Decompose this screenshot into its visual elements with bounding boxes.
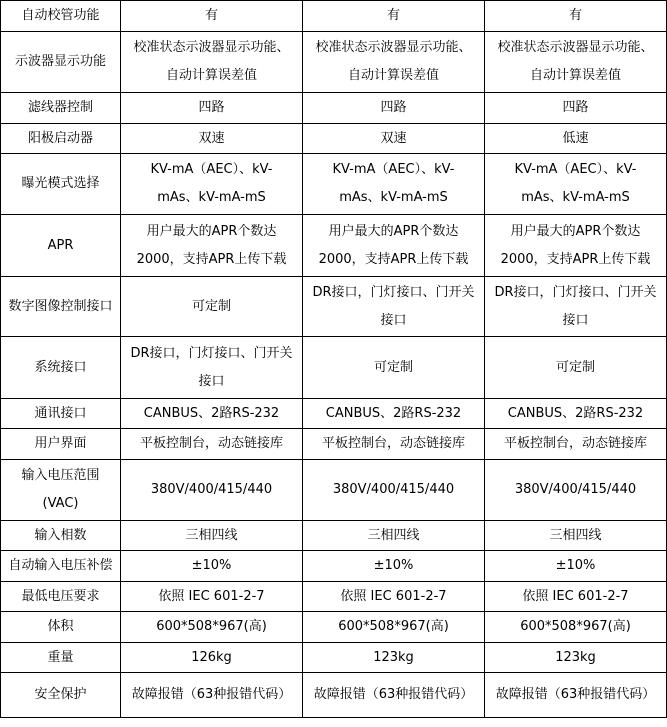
spec-cell-text: CANBUS、2路RS-232 xyxy=(325,405,462,421)
spec-cell-text: mAs、kV-mA-mS xyxy=(157,190,266,205)
row-label-text: 自动输入电压补偿 xyxy=(8,558,113,573)
spec-cell-model-1 xyxy=(121,337,303,399)
spec-row xyxy=(1,643,667,673)
spec-cell-text: 双速 xyxy=(198,130,225,146)
spec-cell-model-2 xyxy=(303,551,485,582)
spec-cell-text: 四路 xyxy=(380,100,407,115)
spec-cell-text: 可定制 xyxy=(373,359,413,375)
spec-cell-text: KV-mA（AEC）、kV- xyxy=(332,162,455,177)
spec-cell-text: 校准状态示波器显示功能、 xyxy=(315,40,472,55)
spec-cell-model-1 xyxy=(121,429,303,460)
spec-cell-model-2 xyxy=(303,215,485,277)
spec-cell-text: 四路 xyxy=(198,100,225,115)
spec-cell-text: 600*508*967(高) xyxy=(156,619,267,634)
spec-cell-text: 双速 xyxy=(380,130,407,146)
spec-cell-model-2 xyxy=(303,93,485,124)
spec-cell-text: 三相四线 xyxy=(549,527,602,543)
row-label xyxy=(1,582,121,612)
spec-cell-model-3 xyxy=(485,337,667,399)
spec-cell-model-1 xyxy=(121,93,303,124)
spec-cell-model-1 xyxy=(121,399,303,429)
spec-cell-text: 故障报错（63种报错代码） xyxy=(313,687,474,702)
spec-cell-model-2 xyxy=(303,429,485,460)
spec-cell-model-3 xyxy=(485,643,667,673)
spec-cell-text: DR接口，门灯接口、门开关 xyxy=(130,345,293,361)
spec-cell-text: 可定制 xyxy=(191,298,231,314)
row-label-text: 用户界面 xyxy=(34,436,87,451)
spec-cell-text: 接口 xyxy=(198,373,225,389)
spec-cell-text: CANBUS、2路RS-232 xyxy=(143,405,280,421)
row-label xyxy=(1,521,121,551)
spec-cell-text: 平板控制台，动态链接库 xyxy=(321,436,465,451)
spec-cell-text: 接口 xyxy=(562,312,589,328)
spec-cell-model-1 xyxy=(121,460,303,521)
spec-cell-text: 可定制 xyxy=(555,359,595,375)
row-label xyxy=(1,612,121,643)
row-label xyxy=(1,673,121,718)
row-label-text: 通讯接口 xyxy=(34,405,87,421)
spec-cell-model-2 xyxy=(303,673,485,718)
row-label xyxy=(1,551,121,582)
spec-cell-model-2 xyxy=(303,399,485,429)
spec-cell-text: 依照 IEC 601-2-7 xyxy=(340,588,447,604)
row-label xyxy=(1,399,121,429)
row-label xyxy=(1,460,121,521)
spec-cell-text: ±10% xyxy=(555,558,596,573)
spec-cell-text: DR接口，门灯接口、门开关 xyxy=(312,284,475,300)
row-label xyxy=(1,1,121,32)
spec-cell-model-2 xyxy=(303,612,485,643)
row-label-text: 滤线器控制 xyxy=(27,100,93,115)
spec-cell-text: 600*508*967(高) xyxy=(520,619,631,634)
spec-cell-text: CANBUS、2路RS-232 xyxy=(507,405,644,421)
row-label-text: (VAC) xyxy=(42,496,79,511)
spec-cell-model-3 xyxy=(485,612,667,643)
spec-cell-text: DR接口，门灯接口、门开关 xyxy=(494,284,657,300)
spec-cell-text: 三相四线 xyxy=(185,527,238,543)
spec-cell-model-2 xyxy=(303,460,485,521)
row-label-text: 重量 xyxy=(47,649,74,665)
spec-cell-model-3 xyxy=(485,460,667,521)
spec-cell-model-2 xyxy=(303,154,485,215)
spec-cell-text: 600*508*967(高) xyxy=(338,619,449,634)
spec-cell-model-1 xyxy=(121,643,303,673)
spec-cell-model-1 xyxy=(121,1,303,32)
spec-cell-model-3 xyxy=(485,521,667,551)
spec-cell-text: 380V/400/415/440 xyxy=(514,482,637,497)
spec-row xyxy=(1,521,667,551)
row-label-text: 曝光模式选择 xyxy=(21,176,100,191)
row-label-text: 输入相数 xyxy=(34,527,87,543)
spec-cell-text: 故障报错（63种报错代码） xyxy=(495,687,656,702)
row-label-text: 示波器显示功能 xyxy=(14,54,106,69)
row-label-text: 安全保护 xyxy=(34,687,87,702)
spec-cell-model-3 xyxy=(485,551,667,582)
row-label-text: 体积 xyxy=(47,619,74,634)
row-label xyxy=(1,93,121,124)
spec-cell-text: 自动计算误差值 xyxy=(347,68,439,83)
spec-cell-text: 有 xyxy=(204,8,218,23)
spec-cell-model-3 xyxy=(485,32,667,93)
spec-row xyxy=(1,582,667,612)
row-label xyxy=(1,277,121,337)
spec-cell-model-3 xyxy=(485,399,667,429)
spec-cell-text: 三相四线 xyxy=(367,527,420,543)
spec-cell-model-1 xyxy=(121,124,303,154)
spec-cell-text: 380V/400/415/440 xyxy=(150,482,273,497)
row-label-text: 数字图像控制接口 xyxy=(8,298,113,314)
row-label xyxy=(1,215,121,277)
spec-cell-model-2 xyxy=(303,337,485,399)
spec-cell-text: 用户最大的APR个数达 xyxy=(510,223,641,239)
row-label xyxy=(1,154,121,215)
row-label-text: 阳极启动器 xyxy=(27,130,93,146)
spec-row xyxy=(1,124,667,154)
row-label-text: APR xyxy=(47,237,74,253)
spec-cell-model-2 xyxy=(303,32,485,93)
spec-cell-text: 接口 xyxy=(380,312,407,328)
spec-cell-text: 校准状态示波器显示功能、 xyxy=(497,40,654,55)
spec-cell-text: 有 xyxy=(386,8,400,23)
spec-row xyxy=(1,215,667,277)
spec-cell-model-1 xyxy=(121,521,303,551)
spec-row xyxy=(1,612,667,643)
row-label-text: 系统接口 xyxy=(34,359,87,375)
spec-row xyxy=(1,337,667,399)
row-label-text: 输入电压范围 xyxy=(21,468,100,483)
spec-cell-text: 自动计算误差值 xyxy=(165,68,257,83)
spec-cell-text: 有 xyxy=(568,8,582,23)
spec-cell-model-2 xyxy=(303,521,485,551)
row-label xyxy=(1,643,121,673)
spec-cell-model-1 xyxy=(121,154,303,215)
spec-cell-model-1 xyxy=(121,215,303,277)
spec-cell-text: 平板控制台，动态链接库 xyxy=(139,436,283,451)
spec-cell-text: 用户最大的APR个数达 xyxy=(328,223,459,239)
spec-cell-text: 平板控制台，动态链接库 xyxy=(503,436,647,451)
spec-cell-text: 2000，支持APR上传下载 xyxy=(500,251,651,267)
spec-cell-text: 2000，支持APR上传下载 xyxy=(136,251,287,267)
spec-cell-text: KV-mA（AEC）、kV- xyxy=(514,162,637,177)
row-label xyxy=(1,124,121,154)
spec-cell-model-3 xyxy=(485,277,667,337)
spec-cell-text: ±10% xyxy=(373,558,414,573)
spec-cell-model-1 xyxy=(121,32,303,93)
spec-cell-model-2 xyxy=(303,582,485,612)
spec-cell-text: 故障报错（63种报错代码） xyxy=(131,687,292,702)
spec-cell-text: 123kg xyxy=(373,649,414,665)
spec-row xyxy=(1,460,667,521)
row-label xyxy=(1,337,121,399)
spec-cell-text: 126kg xyxy=(191,649,232,665)
spec-cell-model-3 xyxy=(485,429,667,460)
spec-cell-model-3 xyxy=(485,673,667,718)
spec-cell-text: 低速 xyxy=(562,130,589,146)
spec-cell-model-3 xyxy=(485,154,667,215)
spec-row xyxy=(1,32,667,93)
spec-cell-text: 380V/400/415/440 xyxy=(332,482,455,497)
spec-cell-text: mAs、kV-mA-mS xyxy=(521,190,630,205)
spec-table-body xyxy=(1,1,667,718)
spec-row xyxy=(1,399,667,429)
spec-cell-model-2 xyxy=(303,124,485,154)
spec-row xyxy=(1,277,667,337)
row-label xyxy=(1,32,121,93)
spec-cell-model-1 xyxy=(121,582,303,612)
spec-cell-text: ±10% xyxy=(191,558,232,573)
spec-cell-model-1 xyxy=(121,612,303,643)
spec-row xyxy=(1,1,667,32)
spec-cell-text: 用户最大的APR个数达 xyxy=(146,223,277,239)
spec-row xyxy=(1,154,667,215)
spec-cell-model-3 xyxy=(485,582,667,612)
spec-cell-text: 123kg xyxy=(555,649,596,665)
row-label-text: 最低电压要求 xyxy=(21,588,100,604)
spec-cell-text: 校准状态示波器显示功能、 xyxy=(133,40,290,55)
spec-cell-model-3 xyxy=(485,124,667,154)
spec-cell-model-3 xyxy=(485,93,667,124)
spec-row xyxy=(1,93,667,124)
spec-cell-text: 自动计算误差值 xyxy=(529,68,621,83)
row-label-text: 自动校管功能 xyxy=(21,8,100,23)
spec-row xyxy=(1,673,667,718)
row-label xyxy=(1,429,121,460)
spec-row xyxy=(1,429,667,460)
spec-cell-model-1 xyxy=(121,673,303,718)
spec-cell-model-1 xyxy=(121,277,303,337)
spec-cell-text: 四路 xyxy=(562,100,589,115)
spec-cell-model-2 xyxy=(303,643,485,673)
spec-cell-text: KV-mA（AEC）、kV- xyxy=(150,162,273,177)
spec-cell-model-3 xyxy=(485,215,667,277)
spec-cell-model-3 xyxy=(485,1,667,32)
spec-cell-model-1 xyxy=(121,551,303,582)
spec-cell-text: 依照 IEC 601-2-7 xyxy=(522,588,629,604)
spec-row xyxy=(1,551,667,582)
spec-cell-text: 2000，支持APR上传下载 xyxy=(318,251,469,267)
spec-cell-model-2 xyxy=(303,1,485,32)
spec-cell-text: 依照 IEC 601-2-7 xyxy=(158,588,265,604)
spec-cell-model-2 xyxy=(303,277,485,337)
spec-cell-text: mAs、kV-mA-mS xyxy=(339,190,448,205)
